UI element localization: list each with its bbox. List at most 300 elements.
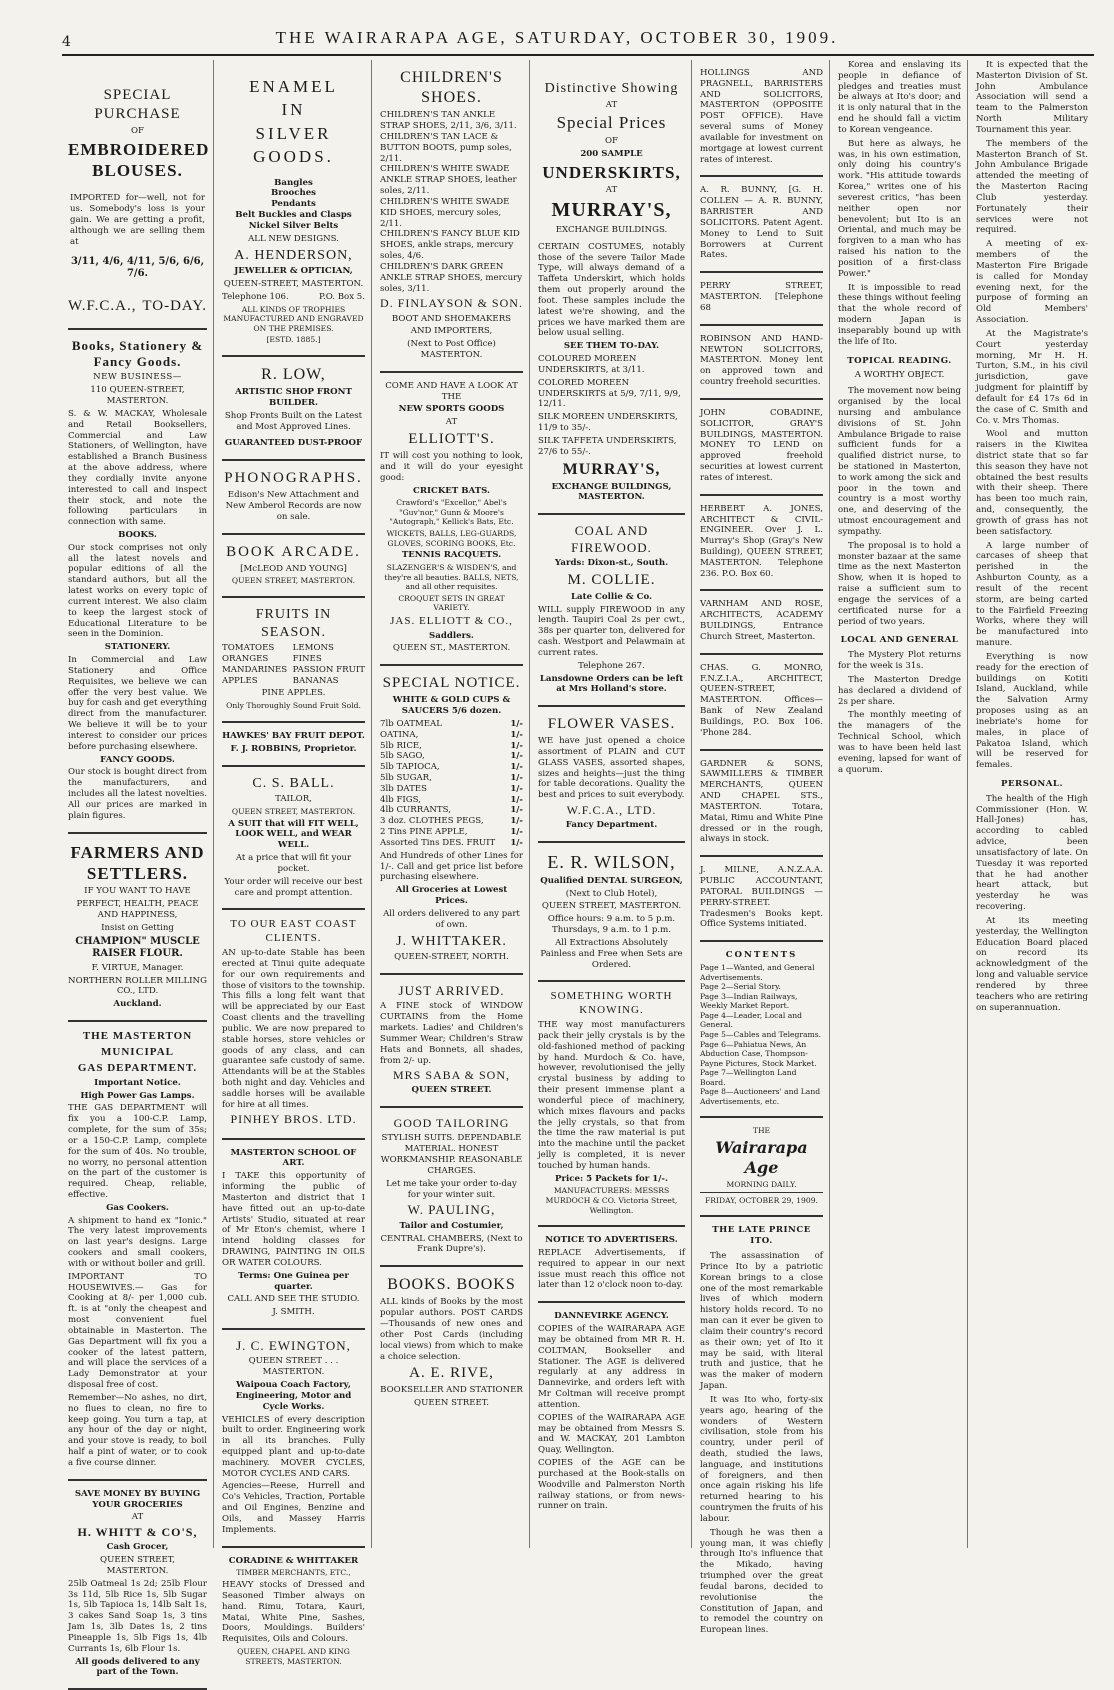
special-title: SPECIAL NOTICE.: [382, 675, 521, 692]
mackay-title: Books, Stationery & Fancy Goods.: [71, 337, 204, 370]
gas-cookers-body: A shipment to hand ex "Ionic." The very latest improvements on last year's designs. Large cookers and small cookers, with or without boiler and grill.: [68, 1215, 207, 1269]
coast-title: TO OUR EAST COAST CLIENTS.: [230, 918, 357, 945]
elliott-croquet: CROQUET SETS IN GREAT VARIETY.: [398, 593, 505, 613]
special-item-price: 1/-: [510, 740, 523, 751]
finlayson-role: BOOT AND SHOEMAKERS: [391, 313, 512, 324]
flour-line6: NORTHERN ROLLER MILLING CO., LTD.: [68, 975, 207, 997]
low-guarantee: GUARANTEED DUST-PROOF: [224, 438, 363, 449]
murray-ad: [538, 60, 685, 515]
topical-subtitle: A WORTHY OBJECT.: [854, 370, 945, 381]
coradine-role: TIMBER MERCHANTS, ETC.,: [236, 1568, 351, 1578]
special-item-price: 1/-: [510, 718, 523, 729]
wilson-note: (Next to Club Hotel),: [565, 888, 658, 899]
murray-l9: EXCHANGE BUILDINGS.: [555, 224, 668, 235]
professional-cards: [700, 60, 823, 942]
special-item-name: 3 doz. CLOTHES PEGS,: [380, 816, 484, 827]
know-price: Price: 5 Packets for 1/-.: [555, 1173, 668, 1184]
murray-l2: AT: [605, 99, 618, 110]
col7-p5: Wool and mutton raisers in the Kiwitea district state that so far this season they have not obtained the best results with their sheep. There has been too much rain, and, consequently, the growth of grass has not been satisfactory.: [976, 429, 1088, 537]
pauling-name: W. PAULING,: [407, 1202, 496, 1218]
elliott-tennis: TENNIS RACQUETS.: [401, 550, 502, 561]
phono-body: Edison's New Attachment and New Amberol Records are now on sale.: [225, 490, 362, 522]
blouses-footer-left: W.F.C.A.,: [68, 297, 137, 314]
pauling-body: STYLISH SUITS. DEPENDABLE MATERIAL. HONEST WORKMANSHIP. REASONABLE CHARGES.: [380, 1133, 523, 1176]
special-list-item: [380, 719, 523, 730]
professional-card: [700, 400, 823, 496]
art-title: MASTERTON SCHOOL OF ART.: [230, 1147, 357, 1169]
special-item-name: 2 Tins PINE APPLE,: [380, 827, 468, 838]
henderson-role: JEWELLER & OPTICIAN,: [234, 266, 353, 277]
art-call: CALL AND SEE THE STUDIO.: [227, 1294, 360, 1305]
professional-card: [700, 273, 823, 325]
coal-telephone: Telephone 267.: [578, 660, 645, 671]
personal-p1: The health of the High Commissioner (Hon. W. Hall-Jones) has, according to cabled advice, been unsatisfactory of late. On Tuesday it was reported that he had another heart attack, but yesterday he was recovering.: [976, 793, 1088, 913]
agency-body2: COPIES of the WAIRARAPA AGE may be obtained from Messrs S. and W. MACKAY, 201 Lambton Quay, Wellington.: [538, 1412, 685, 1456]
header-rule: [62, 54, 1094, 56]
special-list-item: [380, 751, 523, 762]
rive-role: BOOKSELLER AND STATIONER: [380, 1385, 523, 1396]
finlayson-role2: AND IMPORTERS,: [410, 326, 493, 337]
blouses-prices: 3/11, 4/6, 4/11, 5/6, 6/6, 7/6.: [70, 255, 205, 280]
special-item-name: 4lb CURRANTS,: [380, 805, 451, 816]
column-3: [374, 60, 530, 1548]
whitt-role: Cash Grocer,: [106, 1542, 169, 1553]
pauling-title: GOOD TAILORING: [393, 1116, 510, 1131]
professional-card-text: HERBERT A. JONES, ARCHITECT & CIVIL-ENGINEER. Over J. L. Murray's Shop (Gray's New Building), QUEEN STREET, MASTERTON. Telephone 236. P.O. Box 60.: [700, 503, 823, 579]
special-list-item: [380, 805, 523, 816]
masthead-sub: MORNING DAILY.: [726, 1180, 797, 1190]
mackay-tag: NEW BUSINESS—: [93, 372, 182, 383]
murray-l5: 200 SAMPLE: [580, 148, 643, 159]
saba-address: QUEEN STREET.: [411, 1085, 492, 1096]
column-2: [216, 60, 372, 1666]
contents-items: Page 1—Wanted, and General Advertisements. Page 2—Serial Story. Page 3—Indian Railways, Weekly Market Report. Page 4—Leader, Local and General. Page 5—Cables and Telegrams. Page 6—Pahiatua News, An Abduction Case, Thompson-Payne Pictures, Stock Market. Page 7—Wellington Land Board. Page 8—Auctioneers' and Land Advertisements, etc.: [700, 963, 822, 1106]
coradine-body: HEAVY stocks of Dressed and Seasoned Timber always on hand. Rimu, Totara, Kauri, Matai, White Pine, Sashes, Doors, Mouldings. Builders' Requisites, Oils and Colours.: [222, 1580, 365, 1645]
ewington-agencies: Agencies—Reese, Hurrell and Co's Vehicles, Traction, Portable and Oil Engines, Benzine and Oils, and Massey Harris Implements.: [222, 1481, 365, 1535]
special-item-price: 1/-: [510, 794, 523, 805]
notice-title: NOTICE TO ADVERTISERS.: [545, 1235, 678, 1246]
whitt-name: H. WHITT & CO'S,: [77, 1525, 198, 1540]
whitt-save: SAVE MONEY BY BUYING YOUR GROCERIES: [74, 1488, 201, 1510]
gas-title3: GAS DEPARTMENT.: [77, 1061, 198, 1074]
professional-card-text: GARDNER & SONS, SAWMILLERS & TIMBER MERCHANTS, QUEEN AND CHAPEL STS., MASTERTON. Totara, Matai, Rimu and White Pine dressed or in the rough, always in stock.: [700, 758, 823, 845]
masthead-the: THE: [752, 1126, 771, 1136]
elliott-body: IT will cost you nothing to look, and it will do your eyesight good:: [380, 451, 523, 483]
phonographs-ad: [222, 461, 365, 534]
enamel-line4: GOODS.: [253, 147, 334, 167]
murray-price3: SILK MOREEN UNDERSKIRTS, 11/9 to 35/-.: [538, 412, 678, 434]
col7-p2: The members of the Masterton Branch of St. John Ambulance Brigade attended the meeting of the Masterton Racing Club yesterday. Fortunately their services were not required.: [976, 138, 1088, 236]
elliott-come: COME AND HAVE A LOOK AT THE: [385, 380, 518, 402]
ball-role: TAILOR,: [275, 794, 312, 805]
murray-l7: AT: [605, 184, 618, 195]
gas-title1: THE MASTERTON: [82, 1030, 193, 1043]
arrived-title: JUST ARRIVED.: [398, 983, 505, 999]
professional-card: [700, 857, 823, 942]
fruits-title: FRUITS IN SEASON.: [255, 606, 332, 640]
murray-l8: MURRAY'S,: [551, 198, 672, 221]
vases-body: WE have just opened a choice assortment of PLAIN and CUT GLASS VASES, assorted shapes, sizes and heights—just the thing for table decorations. Quality the best and prices to suit everybody.: [538, 736, 685, 801]
whittaker-name: J. WHITTAKER.: [396, 933, 507, 949]
professional-card: [700, 751, 823, 858]
murray-price2: COLORED MOREEN UNDERSKIRTS at 5/9, 7/11, 9/9, 12/11.: [538, 377, 681, 410]
special-item-price: 1/-: [510, 762, 523, 773]
elliott-cricket-body: Crawford's "Excellor," Abel's "Guv'nor," Gunn & Moore's "Autograph," Kellick's Bats, Etc.: [389, 498, 514, 527]
special-list-item: [380, 741, 523, 752]
elliott-name: ELLIOTT'S.: [408, 431, 495, 448]
pauling-address: CENTRAL CHAMBERS, (Next to Frank Dupre's).: [380, 1233, 523, 1255]
gas-remember: Remember—No ashes, no dirt, no flues to clean, no fire to keep going. You turn a tap, at any hour of the day or night, and your stove is ready, to boil half a pint of water, or to cook a five course dinner.: [68, 1392, 207, 1468]
depot-ad: [222, 723, 365, 767]
professional-card-text: CHAS. G. MONRO, F.N.Z.I.A., ARCHITECT, QUEEN-STREET, MASTERTON. Offices—Bank of New Zealand Buildings, P.O. Box 106. 'Phone 284.: [700, 662, 823, 738]
mackay-address: 110 QUEEN-STREET, MASTERTON.: [90, 385, 185, 407]
special-item-price: 1/-: [510, 783, 523, 794]
murray-l3: Special Prices: [556, 113, 667, 133]
column-1: [62, 60, 214, 1678]
flour-line5: F. VIRTUE, Manager.: [91, 962, 184, 973]
col7-p7: Everything is now ready for the erection of buildings on Kotiti Island, Auckland, while the Salvation Army proposes using as an inebriate's home for males, in place of Pakatoa Island, which will be reserved for females.: [976, 651, 1088, 771]
coradine-ad: [222, 1548, 365, 1676]
mackay-fancy-head: FANCY GOODS.: [100, 754, 175, 765]
column-7: [970, 60, 1094, 1548]
wilson-address: QUEEN STREET, MASTERTON.: [541, 901, 682, 912]
low-ad: [222, 357, 365, 461]
leader-p2: It was Ito who, forty-six years ago, hearing of the wonders of Western civilisation, stole from his country, under peril of death, studied the laws, language, and institutions of foreigners, and then once again risking his life returned hearing to his countrymen the fruits of his labour.: [700, 1394, 823, 1524]
professional-card: [700, 326, 823, 400]
paper-masthead: [700, 1118, 823, 1217]
arrived-ad: [380, 975, 523, 1108]
leader-p3: Though he was then a young man, it was chiefly through Ito's influence that the Mikado, having triumphed over the great feudal barons, decided to revolutionise the Constitution of Japan, and to remodel the country on European lines.: [700, 1527, 823, 1636]
coal-ad: [538, 515, 685, 707]
enamel-designs: ALL NEW DESIGNS.: [248, 233, 339, 244]
special-list-item: [380, 773, 523, 784]
col7-p1: It is expected that the Masterton Division of St. John Ambulance Association will send a team to the Palmerston North Military Tournament this year.: [976, 60, 1088, 135]
col6-p2: But here as always, he was, in his own estimation, only doing his country's work. "His attitude towards Korea," writes one of his severest critics, "has been neither open nor benevolent; but Ito is an Oriental, and much may be forgiven to a man who has raised his nation to the position of a first-class Power.": [838, 138, 961, 279]
page-number: 4: [62, 34, 71, 50]
professional-card-text: A. R. BUNNY, [G. H. COLLEN — A. R. BUNNY, BARRISTER AND SOLICITORS. Patent Agent. Money to Lend to Suit Borrowers at Current Rates.: [700, 185, 823, 261]
whitt-address: QUEEN STREET, MASTERTON.: [100, 1555, 175, 1576]
finlayson-name: D. FINLAYSON & SON.: [380, 296, 523, 311]
henderson-telephone: Telephone 106.: [222, 291, 289, 302]
collie-role: Late Collie & Co.: [570, 591, 653, 602]
agency-notice: [538, 1303, 685, 1522]
know-body: THE way most manufacturers pack their jelly crystals is by the old-fashioned method of packing by hand. Murdoch & Co. have, however, revolutionised the jelly crystal business by adding to their present immense plant a wonderful piece of machinery, which mixes flavours and packs the jelly crystals, so that from the time the raw material is put into the machine until the packet jelly is completed, it is never touched by human hands.: [538, 1020, 685, 1171]
special-item-price: 1/-: [510, 805, 523, 816]
special-item-name: Assorted Tins DES. FRUIT: [380, 837, 496, 848]
col6-p1: Korea and enslaving its people in defiance of pledges and treaties must be always at Ito's door; and it is only natural that in the end he should fall a victim to Korean vengeance.: [838, 60, 961, 135]
flour-line1: IF YOU WANT TO HAVE: [84, 886, 191, 897]
masthead-date: FRIDAY, OCTOBER 29, 1909.: [700, 1192, 823, 1206]
pauling-note: Let me take your order to-day for your winter suit.: [386, 1178, 517, 1200]
vases-title: FLOWER VASES.: [547, 716, 676, 733]
col7-p4: At the Magistrate's Court yesterday morning, Mr H. H. Turton, S.M., in his civil jurisdiction, gave judgment for plaintiff by default for £4 17s 6d in the case of C. Smith and Co. v. Mrs Thomas.: [976, 328, 1088, 426]
pauling-role: Tailor and Costumier,: [399, 1220, 504, 1231]
shoes-title: CHILDREN'S SHOES.: [400, 69, 503, 107]
local-p3: The monthly meeting of the managers of the Technical School, which was to have been held last evening, lapsed for want of a quorum.: [838, 710, 961, 775]
special-item-name: 5lb SAGO,: [380, 751, 425, 762]
special-line: WHITE & GOLD CUPS & SAUCERS 5/6 dozen.: [392, 695, 511, 717]
rive-name: A. E. RIVE,: [409, 1365, 494, 1382]
fruits-right: LEMONS FINES PASSION FRUIT BANANAS: [292, 643, 365, 686]
low-name: R. LOW,: [261, 365, 326, 383]
ball-ad: [222, 767, 365, 911]
blouses-line2: OF: [130, 125, 144, 136]
coast-ad: [222, 910, 365, 1139]
murray-l6: UNDERSKIRTS,: [542, 162, 681, 182]
column-4: [532, 60, 692, 1548]
gas-lamps: High Power Gas Lamps.: [80, 1090, 195, 1101]
wilson-extractions: All Extractions Absolutely Painless and Free when Sets are Ordered.: [540, 937, 683, 970]
professional-card: [700, 60, 823, 177]
gas-title2: MUNICIPAL: [101, 1046, 174, 1058]
flour-line2: PERFECT, HEALTH, PEACE AND HAPPINESS,: [76, 899, 199, 920]
shoes-ad: [380, 60, 523, 373]
vases-firm: W.F.C.A., LTD.: [566, 803, 657, 818]
advertisers-notice: [538, 1227, 685, 1303]
ball-body: A SUIT that will FIT WELL, LOOK WELL, and WEAR WELL.: [228, 818, 359, 851]
arcade-ad: [222, 535, 365, 598]
special-item-name: 5lb TAPIOCA,: [380, 762, 440, 773]
special-item-name: 3lb DATES: [380, 783, 427, 794]
coal-orders: Lansdowne Orders can be left at Mrs Holland's store.: [539, 673, 684, 695]
henderson-name: A. HENDERSON,: [234, 247, 353, 263]
murray-foot2: EXCHANGE BUILDINGS, MASTERTON.: [551, 481, 672, 503]
henderson-address: QUEEN-STREET, MASTERTON.: [223, 279, 364, 290]
ball-name: C. S. BALL.: [252, 775, 335, 791]
flour-title: FARMERS AND SETTLERS.: [70, 842, 205, 883]
professional-card: [700, 655, 823, 751]
personal-title: PERSONAL.: [1001, 779, 1063, 789]
mackay-fancy-text: Our stock is bought direct from the manufacturers, and includes all the latest novelties. All our prices are marked in plain figures.: [68, 767, 207, 821]
leader-article: [700, 1225, 823, 1636]
coradine-name: CORADINE & WHITTAKER: [228, 1555, 359, 1566]
professional-card: [700, 591, 823, 654]
murray-l4: OF: [604, 135, 618, 146]
coal-body: WILL supply FIREWOOD in any length. Taupiri Coal 2s per cwt., 38s per quarter ton, delivered for cash. Westport and Pelawmain at current rates.: [538, 604, 685, 658]
mackay-ad: [68, 330, 207, 834]
special-list-item: [380, 762, 523, 773]
saba-name: MRS SABA & SON,: [392, 1068, 511, 1083]
flour-line7: Auckland.: [113, 999, 162, 1010]
worth-knowing-ad: [538, 982, 685, 1227]
flour-line3: Insist on Getting: [101, 922, 174, 933]
mackay-books-head: BOOKS.: [118, 529, 157, 540]
wilson-name: E. R. WILSON,: [547, 852, 676, 873]
collie-name: M. COLLIE.: [567, 571, 656, 588]
local-general-title: LOCAL AND GENERAL: [840, 635, 959, 646]
depot-title: HAWKES' BAY FRUIT DEPOT.: [222, 730, 365, 741]
elliott-firm: JAS. ELLIOTT & CO.,: [390, 614, 513, 627]
wilson-hours: Office hours: 9 a.m. to 5 p.m. Thursdays, 9 a.m. to 1 p.m.: [547, 914, 676, 936]
special-item-name: OATINA,: [380, 729, 419, 740]
coal-title: COAL AND FIREWOOD.: [571, 523, 652, 555]
professional-card-text: JOHN COBADINE, SOLICITOR, GRAY'S BUILDINGS, MASTERTON. MONEY TO LEND on approved freehold securities at lowest current rates of interest.: [700, 407, 823, 483]
books-ad: [380, 1267, 523, 1419]
enamel-line2: IN: [281, 100, 306, 120]
elliott-role: Saddlers.: [429, 630, 474, 641]
professional-card-text: HOLLINGS AND PRAGNELL, BARRISTERS AND SOLICITORS, MASTERTON (OPPOSITE POST OFFICE). Have several sums of Money available for investment on mortgage at lowest current rates of interest.: [700, 68, 823, 165]
blouses-body: IMPORTED for—well, not for us. Somebody's loss is your gain. We are getting a profit, although we are selling them at: [70, 193, 205, 247]
elliott-address: QUEEN ST., MASTERTON.: [392, 643, 511, 654]
topical-title: TOPICAL READING.: [847, 355, 952, 366]
know-title: SOMETHING WORTH KNOWING.: [550, 990, 673, 1017]
gas-housewives: IMPORTANT TO HOUSEWIVES.— Gas for Cooking at 8/- per 1,000 cub. ft. is at "only the cheapest and most convenient fuel obtainable in Masterton. The Gas Department will fix you a cooker of the latest pattern, and will place the services of a Lady Demonstrator at your disposal free of cost.: [68, 1271, 207, 1391]
col7-p6: A large number of carcases of sheep that perished in the Ashburton County, as a result of the recent storm, are being carted to the Fairfield Freezing Works, where they will be manufactured into manure.: [976, 540, 1088, 649]
special-lowest: All Groceries at Lowest Prices.: [395, 885, 508, 907]
ewington-body: VEHICLES of every description built to order. Engineering work in all its branches. Fully equipped plant and up-to-date machinery. MOVER CYCLES, MOTOR CYCLES AND CARS.: [222, 1414, 365, 1479]
enamel-items: Bangles Brooches Pendants Belt Buckles and Clasps Nickel Silver Belts: [235, 177, 352, 231]
masthead-name: Wairarapa Age: [715, 1138, 808, 1178]
special-list-item: [380, 730, 523, 741]
murray-l1: Distinctive Showing: [544, 81, 679, 96]
art-body: I TAKE this opportunity of informing the public of Masterton and district that I have fitted out an up-to-date Artists' Studio, situated at rear of Mr Eton's chemist, where I intend holding classes for DRAWING, PAINTING IN OILS OR WATER COLOURS.: [222, 1171, 365, 1268]
enamel-ad: [222, 60, 365, 357]
ewington-ad: [222, 1330, 365, 1548]
books-title: BOOKS. BOOKS: [387, 1276, 516, 1294]
art-name: J. SMITH.: [272, 1307, 315, 1318]
special-item-name: 4lb FIGS,: [380, 794, 421, 805]
phono-title: PHONOGRAPHS.: [224, 470, 363, 487]
arcade-sub: [McLEOD AND YOUNG]: [240, 563, 347, 574]
murray-foot: MURRAY'S,: [562, 460, 661, 478]
newspaper-title: THE WAIRARAPA AGE, SATURDAY, OCTOBER 30, 1909.: [275, 28, 839, 47]
special-list-item: [380, 816, 523, 827]
elliott-tennis-body: SLAZENGER'S & WISDEN'S, and they're all beauties. BALLS, NETS, and all other requisites.: [384, 562, 519, 592]
fruits-pine: PINE APPLES.: [261, 688, 326, 699]
flour-line4: CHAMPION" MUSCLE RAISER FLOUR.: [75, 935, 200, 960]
whitt-ad: [68, 1481, 207, 1690]
murray-see: SEE THEM TO-DAY.: [563, 341, 660, 352]
special-item-name: 5lb RICE,: [380, 740, 422, 751]
ewington-line: Waipoua Coach Factory, Engineering, Motor and Cycle Works.: [235, 1380, 352, 1412]
mackay-body: S. & W. MACKAY, Wholesale and Retail Booksellers, Commercial and Law Stationers, of Wellington, have established a Branch Business at the above address, where they cordially invite anyone interested to call and inspect their stock, and note the following particulars in connection with same.: [68, 408, 207, 528]
special-price-list: [380, 719, 523, 849]
blouses-line3: EMBROIDERED BLOUSES.: [68, 139, 210, 181]
henderson-estd: [ESTD. 1885.]: [266, 335, 321, 345]
know-makers: MANUFACTURERS: MESSRS MURDOCH & CO. Victoria Street, Wellington.: [545, 1186, 678, 1215]
agency-title: DANNEVIRKE AGENCY.: [554, 1311, 669, 1322]
whitt-body: 25lb Oatmeal 1s 2d; 25lb Flour 3s 11d, 5lb Rice 1s, 5lb Sugar 1s, 5lb Tapioca 1s, 14lb Salt 1s, 3 cakes Sand Soap 1s, 3 tins Jam 1s, 3lb Dates 1s, 2 tins Pineapple 1s, 5lb Figs 1s, 4lb Currants 1s, 6lb Flour 1s.: [68, 1578, 207, 1654]
professional-card-text: ROBINSON AND HAND-NEWTON SOLICITORS, MASTERTON. Money lent on approved town and country freehold securities.: [700, 333, 823, 388]
gas-cookers: Gas Cookers.: [106, 1202, 169, 1213]
gas-body: THE GAS DEPARTMENT will fix you a 100-C.P. Lamp, complete, for the sum of 35s; or a 150-C.P. Lamp, complete for the sum of 40s. No trouble, no worry, no personal attention on the part of the customer is required. Cheap, reliable, effective.: [68, 1103, 207, 1200]
leader-p1: The assassination of Prince Ito by a patriotic Korean brings to a close one of the most remarkable lives of which modern history holds record. To no man can it ever be given to claim their country's record as their own; yet of Ito it may be said, with literal truth and justice, that he was the maker of modern Japan.: [700, 1251, 823, 1392]
leader-title: THE LATE PRINCE ITO.: [712, 1225, 811, 1247]
murray-price1: COLOURED MOREEN UNDERSKIRTS, at 3/11.: [538, 354, 645, 375]
pauling-ad: [380, 1108, 523, 1267]
fruits-ad: [222, 598, 365, 723]
vases-ad: [538, 707, 685, 843]
mackay-books-text: Our stock comprises not only all the latest novels and popular editions of all the standard authors, but all the latest works on every topic of current interest. We also claim to keep the largest stock of Educational Literature to be seen in the Dominion.: [68, 542, 207, 640]
notice-body: REPLACE Advertisements, if required to appear in our next issue must reach this office not later than 12 o'clock noon to-day.: [538, 1247, 685, 1291]
murray-price4: SILK TAFFETA UNDERSKIRTS, 27/6 to 55/-.: [538, 435, 677, 457]
special-notice-ad: [380, 666, 523, 975]
local-p2: The Masterton Dredge has declared a dividend of 2s per share.: [838, 674, 961, 707]
coast-firm: PINHEY BROS. LTD.: [230, 1112, 357, 1127]
murray-body: CERTAIN COSTUMES, notably those of the severe Tailor Made Type, will always demand of a Taffeta Underskirt, which holds them out properly around the foot. These samples include the latest we're showing, and the prices we have marked them are below usual selling.: [538, 241, 685, 339]
blouses-ad: [68, 60, 210, 330]
gas-notice: Important Notice.: [94, 1077, 181, 1088]
vases-role: Fancy Department.: [565, 820, 658, 831]
ewington-address: QUEEN STREET . . . MASTERTON.: [248, 1356, 339, 1378]
professional-card: [700, 496, 823, 592]
coast-body: AN up-to-date Stable has been erected at Tinui quite adequate for our own requirements and those of visitors to the township. This fills a long felt want that will be appreciated by our East Coast clients and the travelling public. We are now prepared to stable horses, store vehicles or goods of any class, and can guarantee safe custody of same. Attendants will be at the Stables both night and day. Vehicles and saddle horses will be available for hire at all times.: [222, 948, 365, 1110]
page-header: [0, 0, 1114, 52]
topical-p2: The proposal is to hold a monster bazaar at the same time as the next Masterton Show, when it is hoped to raise a sufficient sum to engage the services of a certificated nurse for a period of two years.: [838, 540, 961, 627]
coradine-address: QUEEN, CHAPEL AND KING STREETS, MASTERTON.: [237, 1646, 350, 1666]
whittaker-address: QUEEN-STREET, NORTH.: [394, 952, 509, 963]
special-after: And Hundreds of other Lines for 1/-. Call and get price list before purchasing elsewhere.: [380, 850, 523, 883]
special-list-item: [380, 827, 523, 838]
mackay-stationery-text: In Commercial and Law Stationery and Office Requisites, we believe we can offer the very best value. We buy for cash and get everything direct from the manufacturer. We believe it will be to your interest to consider our prices before purchasing elsewhere.: [68, 655, 207, 752]
low-body: Shop Fronts Built on the Latest and Most Approved Lines.: [224, 410, 363, 432]
contents-box: [700, 942, 823, 1118]
column-5: [694, 60, 830, 1636]
whitt-at: AT: [131, 1512, 144, 1523]
elliott-at: AT: [445, 417, 458, 428]
finlayson-address: (Next to Post Office) MASTERTON.: [407, 339, 496, 360]
fruits-left: TOMATOES ORANGES MANDARINES APPLES: [222, 643, 288, 686]
enamel-line3: SILVER: [255, 123, 332, 143]
elliott-ad: [380, 373, 523, 666]
wilson-role: Qualified DENTAL SURGEON,: [540, 875, 683, 886]
ball-address: QUEEN STREET, MASTERTON.: [231, 806, 356, 816]
wilson-ad: [538, 843, 685, 982]
ball-price: At a price that will fit your pocket.: [235, 853, 352, 874]
shoes-items: CHILDREN'S TAN ANKLE STRAP SHOES, 2/11, 3/6, 3/11. CHILDREN'S TAN LACE & BUTTON BOOTS, pump soles, 2/11. CHILDREN'S WHITE SWADE ANKLE STRAP SHOES, leather soles, 2/11. CHILDREN'S WHITE SWADE KID SHOES, mercury soles, 2/11. CHILDREN'S FANCY BLUE KID SHOES, ankle straps, mercury soles, 4/6. CHILDREN'S DARK GREEN ANKLE STRAP SHOES, mercury soles, 3/11.: [380, 110, 523, 294]
rive-address: QUEEN STREET.: [414, 1398, 489, 1409]
special-item-price: 1/-: [510, 837, 523, 848]
agency-body3: COPIES of the AGE can be purchased at the Book-stalls on Woodville and Palmerston North railway stations, or from news-runner on train.: [538, 1458, 685, 1512]
special-item-name: 7lb OATMEAL: [380, 718, 442, 729]
col7-p3: A meeting of ex-members of the Masterton Fire Brigade is called for Monday evening next, for the purpose of forming an Old Members' Association.: [976, 239, 1088, 326]
gas-ad: [68, 1022, 207, 1481]
ewington-name: J. C. EWINGTON,: [236, 1338, 351, 1353]
books-body: ALL kinds of Books by the most popular authors. POST CARDS—Thousands of new ones and other Post Cards (including local views) from which to make a choice selection.: [380, 1297, 523, 1362]
special-item-price: 1/-: [510, 772, 523, 783]
professional-card: [700, 177, 823, 273]
special-item-price: 1/-: [510, 729, 523, 740]
blouses-line1: SPECIAL PURCHASE: [94, 87, 181, 122]
special-item-price: 1/-: [510, 751, 523, 762]
ball-order: Your order will receive our best care and prompt attention.: [224, 876, 363, 898]
special-order: All orders delivered to any part of own.: [383, 908, 520, 930]
column-6: [832, 60, 968, 1548]
special-item-price: 1/-: [510, 827, 523, 838]
professional-card-text: J. MILNE, A.N.Z.A.A. PUBLIC ACCOUNTANT, PATORAL BUILDINGS — PERRY-STREET. Tradesmen's Books kept. Office Systems initiated.: [700, 865, 823, 930]
agency-body: COPIES of the WAIRARAPA AGE may be obtained from MR R. H. COLTMAN, Bookseller and Stationer. The AGE is delivered regularly at any address in Dannevirke, and orders left with Mr Coltman will receive prompt attention.: [538, 1324, 685, 1410]
blouses-footer-right: TO-DAY.: [142, 297, 207, 314]
art-terms: Terms: One Guinea per quarter.: [238, 1270, 349, 1292]
professional-card-text: VARNHAM AND ROSE, ARCHITECTS, ACADEMY BUILDINGS, Entrance Church Street, Masterton.: [700, 599, 823, 642]
special-list-item: [380, 838, 523, 849]
whitt-footer: All goods delivered to any part of the Town.: [75, 1656, 200, 1678]
depot-proprietor: F. J. ROBBINS, Proprietor.: [230, 743, 357, 754]
arrived-body: A FINE stock of WINDOW CURTAINS from the Home markets. Ladies' and Children's Summer Wear; Children's Straw Hats and Bonnets, all shades, from 2/- up.: [380, 1001, 523, 1066]
enamel-line1: ENAMEL: [249, 77, 338, 96]
col6-p3: It is impossible to read these things without feeling that the whole record of modern Japan is inseparably bound up with the life of Ito.: [838, 282, 961, 347]
elliott-cricket: CRICKET BATS.: [413, 485, 490, 496]
coal-yards: Yards: Dixon-st., South.: [554, 558, 669, 569]
arcade-address: QUEEN STREET, MASTERTON.: [231, 576, 356, 586]
henderson-note: ALL KINDS OF TROPHIES MANUFACTURED AND ENGRAVED ON THE PREMISES.: [223, 304, 364, 333]
local-p1: The Mystery Plot returns for the week is 31s.: [838, 650, 961, 672]
special-list-item: [380, 784, 523, 795]
mackay-stationery-head: STATIONERY.: [104, 642, 171, 653]
special-list-item: [380, 795, 523, 806]
henderson-box: P.O. Box 5.: [318, 291, 365, 302]
elliott-nets: WICKETS, BALLS, LEG-GUARDS, GLOVES, SCORING BOOKS, Etc.: [386, 529, 517, 548]
